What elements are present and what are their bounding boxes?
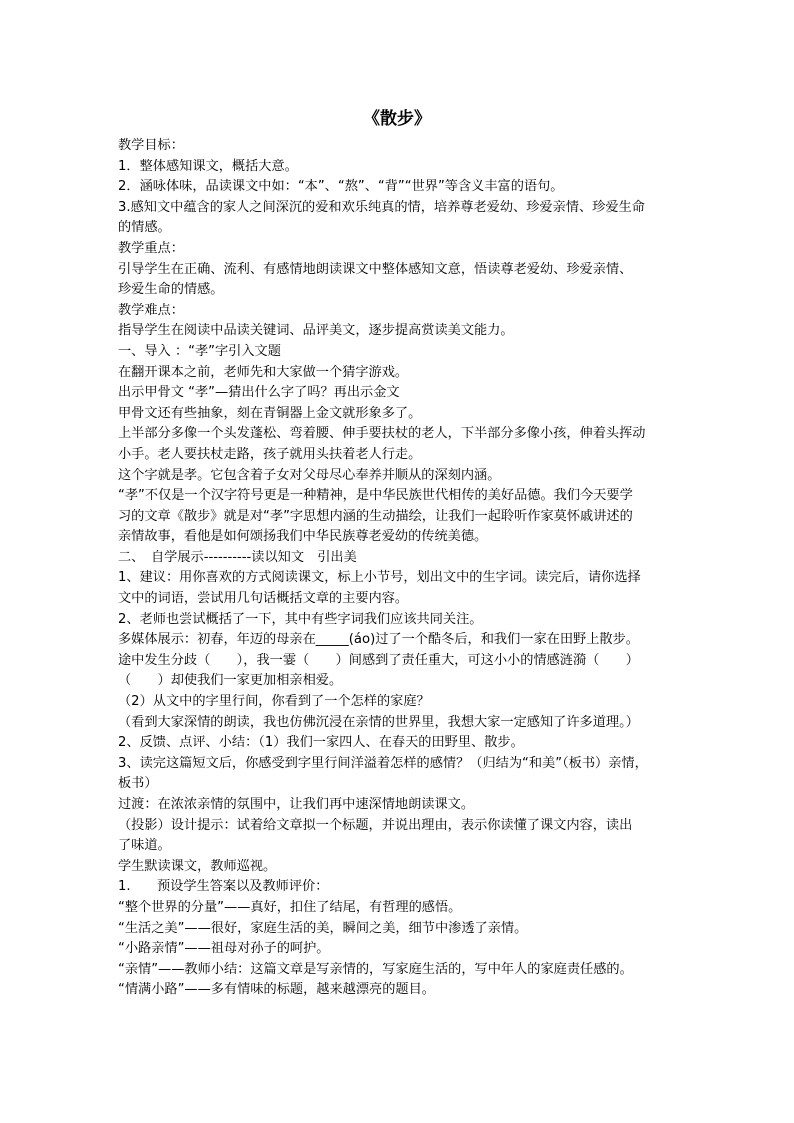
text-line: 亲情故事，看他是如何颂扬我们中华民族尊老爱幼的传统美德。 [118,529,488,545]
text-line: （2）从文中的字里行间，你看到了一个怎样的家庭？ [118,694,430,710]
text-line: 多媒体展示：初春，年迈的母亲在_____(áo)过了一个酷冬后，和我们一家在田野上散步。 [118,632,639,648]
text-line: 珍爱生命的情感。 [118,282,224,298]
text-line: “小路亲情”——祖母对孙子的呵护。 [118,941,330,957]
document-body [118,136,678,1001]
text-line: 一、导入 ：“孝”字引入文题 [118,343,281,359]
text-line: 1、建议：用你喜欢的方式阅读课文，标上小节号，划出文中的生字词。读完后，请你选择 [118,570,641,586]
text-line: “孝”不仅是一个汉字符号更是一种精神，是中华民族世代相传的美好品德。我们今天要学 [118,488,633,504]
text-line: 途中发生分歧（ ），我一霎（ ）间感到了责任重大，可这小小的情感涟漪（ ） [118,652,639,668]
text-line: 小手。老人要扶杖走路，孩子就用头扶着老人行走。 [118,446,422,462]
text-line: 习的文章《散步》就是对“孝”字思想内涵的生动描绘，让我们一起聆听作家莫怀戚讲述的 [118,508,633,524]
text-line: “整个世界的分量”——真好，扣住了结尾，有哲理的感悟。 [118,899,462,915]
text-line: 学生默读课文，教师巡视。 [118,858,277,874]
text-line: 的情感。 [118,220,171,236]
text-line: “亲情”——教师小结：这篇文章是写亲情的，写家庭生活的，写中年人的家庭责任感的。 [118,961,633,977]
text-line: （投影）设计提示：试着给文章拟一个标题，并说出理由，表示你读懂了课文内容，读出 [118,817,633,833]
text-line: 二、 自学展示----------读以知文 引出美 [118,549,357,565]
text-line: 甲骨文还有些抽象，刻在青铜器上金文就形象多了。 [118,405,422,421]
text-line: 1．整体感知课文，概括大意。 [118,158,298,174]
text-line: “情满小路”——多有情味的标题，越来越漂亮的题目。 [118,982,435,998]
text-line: 在翻开课本之前，老师先和大家做一个猜字游戏。 [118,364,409,380]
text-line: 教学目标： [118,138,184,153]
text-line: 1. 预设学生答案以及教师评价： [118,879,329,895]
text-line: 3.感知文中蕴含的家人之间深沉的爱和欢乐纯真的情，培养尊老爱幼、珍爱亲情、珍爱生命 [118,199,645,215]
text-line: （看到大家深情的朗读，我也仿佛沉浸在亲情的世界里，我想大家一定感知了许多道理。） [118,714,639,730]
text-line: 了味道。 [118,838,171,854]
text-line: 指导学生在阅读中品读关键词、品评美文，逐步提高赏读美文能力。 [118,323,514,339]
text-line: 上半部分多像一个头发蓬松、弯着腰、伸手要扶杖的老人，下半部分多像小孩，伸着头挥动 [118,426,646,442]
text-line: 2、反馈、点评、小结：（1）我们一家四人、在春天的田野里、散步。 [118,735,524,751]
text-line: 教学重点： [118,240,184,256]
text-line: 板书） [118,776,158,792]
text-line: （ ）却使我们一家更加相亲相爱。 [118,673,343,689]
text-line: 这个字就是孝。它包含着子女对父母尽心奉养并顺从的深刻内涵。 [118,467,501,483]
text-line: 教学难点： [118,302,184,318]
text-line: 过渡：在浓浓亲情的氛围中，让我们再中速深情地朗读课文。 [118,797,475,812]
page-title: 《散步》 [363,109,431,129]
text-line: 出示甲骨文 “孝”—猜出什么字了吗？再出示金文 [118,385,400,401]
text-line: 2、老师也尝试概括了一下，其中有些字词我们应该共同关注。 [118,611,483,627]
text-line: “生活之美”——很好，家庭生活的美，瞬间之美，细节中渗透了亲情。 [118,920,528,936]
text-line: 3、读完这篇短文后，你感受到字里行间洋溢着怎样的感情？（归结为“和美”（板书）亲情， [118,755,648,771]
text-line: 文中的词语，尝试用几句话概括文章的主要内容。 [118,591,409,607]
text-line: 2．涵咏体味，品读课文中如：“本”、“熬”、“背”“世界”等含义丰富的语句。 [118,179,564,195]
text-line: 引导学生在正确、流利、有感情地朗读课文中整体感知文意，悟读尊老爱幼、珍爱亲情、 [118,261,633,277]
